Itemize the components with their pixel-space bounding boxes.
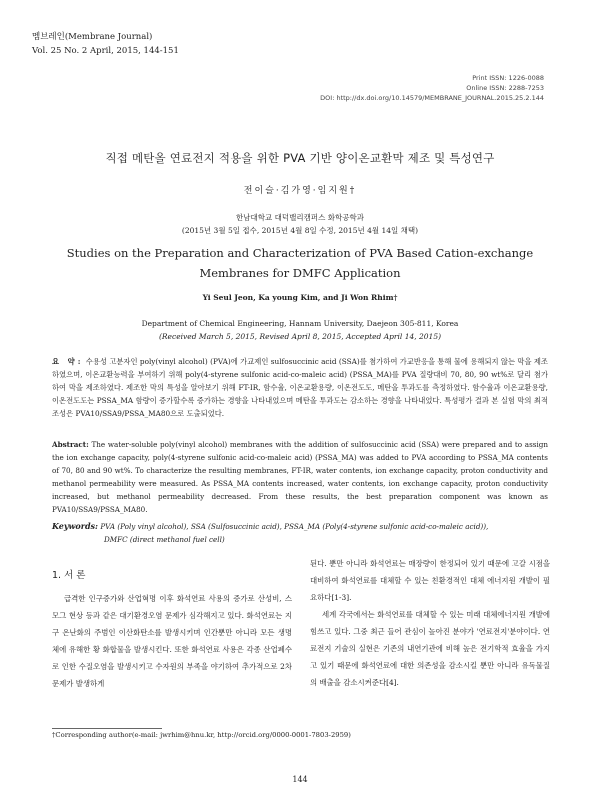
title-english: Studies on the Preparation and Characterization of PVA Based Cation-exchange Membranes for DMFC Application [66,246,534,280]
footnote-divider [52,728,162,729]
authors-english: Yi Seul Jeon, Ka young Kim, and Ji Won Rhim† [202,293,398,302]
keywords-label: Keywords: [52,521,99,531]
abstract-korean-label: 요 약: [52,357,84,366]
paragraph: 세계 각국에서는 화석연료를 대체할 수 있는 미래 대체에너지원 개발에 힘쓰고 있다. 그중 최근 들어 관심이 높아진 분야가 '연료전지'분야이다. 연료전지 기술의 실현은 기존의 내연기관에 비해 높은 전기학적 효율을 가지고 있기 때문에 화석연료에 대한 의존성을 감소시킬 뿐만 아니라 유독물질의 배출을 감소시켜준다[4]. [310,610,550,687]
dates-korean: (2015년 3월 5일 접수, 2015년 4월 8일 수정, 2015년 4월 14일 채택) [181,226,419,235]
keywords-line1: PVA (Poly vinyl alcohol), SSA (Sulfosuccinic acid), PSSA_MA (Poly(4-styrene sulfonic acid-co-maleic acid)), [100,522,489,531]
volume-line: Vol. 25 No. 2 April, 2015, 144-151 [32,46,179,56]
issn-block [320,73,544,103]
dates-english: (Received March 5, 2015, Revised April 8, 2015, Accepted April 14, 2015) [158,332,442,341]
footnote: †Corresponding author(e-mail: jwrhim@hnu.kr, http://orcid.org/0000-0001-7803-2959) [52,731,351,739]
abstract-english [52,438,548,516]
doi: DOI: http://dx.doi.org/10.14579/MEMBRANE_JOURNAL.2015.25.2.144 [320,94,544,102]
abstract-korean [52,355,548,420]
keywords [52,520,548,546]
print-issn: Print ISSN: 1226-0088 [472,74,544,82]
institution-english: Department of Chemical Engineering, Hannam University, Daejeon 305-811, Korea [141,319,459,328]
journal-header [32,30,179,58]
paragraph: 된다. 뿐만 아니라 화석연료는 매장량이 한정되어 있기 때문에 고갈 시점을 대비하여 화석연료를 대체할 수 있는 친환경적인 대체 에너지원 개발이 필요하다[1-3]. [310,559,550,602]
institution-korean: 한남대학교 대덕밸리캠퍼스 화학공학과 [236,213,364,222]
paragraph: 급격한 인구증가와 산업혁명 이후 화석연료 사용의 증가로 산성비, 스모그 현상 등과 같은 대기환경오염 문제가 심각해지고 있다. 화석연료는 지구 온난화의 주범인 이산화탄소를 발생시키며 인간뿐만 아니라 모든 생명체에 유해한 황 화합물을 발생시킨다. 또한 화석연료 사용은 각종 산업폐수로 인한 수질오염을 발생시키고 수자원의 부족을 야기하여 추가적으로 2차 문제가 발생하게 [52,594,292,688]
authors-korean: 전이슬·김가영·임지원† [243,186,357,196]
abstract-english-text: The water-soluble poly(vinyl alcohol) membranes with the addition of sulfosuccinic acid (SSA) were prepared and to assign the ion exchange capacity, poly(4-styrene sulfonic acid-co-maleic acid) (PSSA_MA) was added to PVA according to PSSA_MA contents of 70, 80 and 90 wt%. To characterize the resulting membranes, FT-IR, water contents, ion exchange capacity, proton conductivity and methanol permeability were measured. As PSSA_MA contents increased, water contents, ion exchange capacity, proton conductivity increased, but methanol permeability decreased. From these results, the best preparation component was known as PVA10/SSA9/PSSA_MA80. [52,440,548,514]
title-korean: 직접 메탄올 연료전지 적용을 위한 PVA 기반 양이온교환막 제조 및 특성연구 [105,151,495,165]
page-number: 144 [292,775,308,784]
section-heading: 1. 서 론 [52,570,86,581]
body-column-right [310,555,550,691]
abstract-korean-text: 수용성 고분자인 poly(vinyl alcohol) (PVA)에 가교제인 sulfosuccinic acid (SSA)를 첨가하여 가교반응을 통해 물에 용해되지 않는 막을 제조하였으며, 이온교환능력을 부여하기 위해 poly(4-styrene sulfonic acid-co-maleic acid) (PSSA_MA)를 PVA 질량대비 70, 80, 90 wt%로 달리 첨가하여 막을 제조하였다. 제조한 막의 특성을 알아보기 위해 FT-IR, 함수율, 이온교환용량, 이온전도도, 메탄올 투과도를 측정하였다. 함수율과 이온교환용량, 이온전도도는 PSSA_MA 함량이 증가할수록 증가하는 경향을 나타내었으며 메탄올 투과도는 감소하는 경향을 나타내었다. 특성평가 결과 본 실험 막의 최적 조성은 PVA10/SSA9/PSSA_MA80으로 도출되었다. [52,357,548,418]
journal-name: 멤브레인(Membrane Journal) [32,32,153,42]
abstract-english-label: Abstract: [52,440,89,449]
body-column-left [52,590,292,692]
online-issn: Online ISSN: 2288-7253 [466,84,544,92]
affiliation-korean [0,211,600,237]
keywords-line2: DMFC (direct methanol fuel cell) [104,535,225,544]
affiliation-english [0,317,600,343]
